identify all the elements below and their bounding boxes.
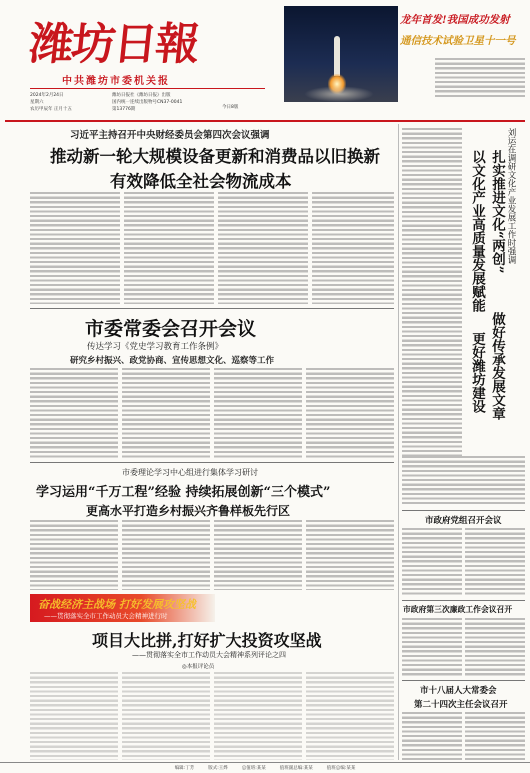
sponsor-line: 中共潍坊市委机关报 [62,76,170,87]
article1-body-col1 [30,192,120,304]
vertical-title-col3: 做好传承发展文章 [489,312,505,420]
vertical-article-kicker: 刘运在调研文化产业发展工作时强调 [506,128,516,264]
rocket-launch-photo [284,6,398,102]
article3-title: 学习运用“千万工程”经验 持续拓展创新“三个模式” [36,485,331,500]
masthead [0,0,530,120]
date-block [30,92,72,112]
vertical-article-continuation [402,456,525,506]
campaign-subline: ——贯彻落实全市工作动员大会精神进行时 [44,612,168,620]
article1-title: 推动新一轮大规模设备更新和消费品以旧换新 [50,147,380,166]
lunar-date: 农历甲辰年 正月十五 [30,107,72,112]
side-story2-body-col2 [465,618,525,676]
issue-info [112,92,182,112]
article4-campaign-banner [30,594,215,622]
side-story1-body-col2 [465,528,525,596]
footer-deputy-editor: 值班副总编:某某 [279,766,313,771]
issue-number: 第13776期 [112,107,136,112]
article3-body-col1 [30,520,118,590]
article2-subtitle-2: 研究乡村振兴、政党协商、宣传思想文化、巡察等工作 [70,356,275,366]
article4-body-col3 [214,672,302,760]
article2-body-col2 [122,368,210,458]
article2-subtitle-1: 传达学习《党史学习教育工作条例》 [87,342,224,352]
article4-body-col1 [30,672,118,760]
article3-body-col3 [214,520,302,590]
today-pages: 今日8版 [222,105,239,110]
article1-body-col4 [312,192,394,304]
side-story1-body-col1 [402,528,462,596]
footer-layout: 版式:王烨 [208,766,228,771]
article4-body-col2 [122,672,210,760]
page-footer [0,762,530,773]
vertical-article-body [402,128,462,456]
article4-byline: ◎本报评论员 [182,664,215,670]
vertical-title-col1: 扎实推进文化“两创” [489,150,505,274]
weekday: 星期六 [30,100,44,105]
space-banner [400,12,525,48]
banner-body-text [435,58,525,98]
article1-kicker: 习近平主持召开中央财经委员会第四次会议强调 [70,130,270,141]
footer-duty-editor: 值班总编:某某 [326,766,356,771]
banner-line-2: 通信技术试验卫星十一号 [400,35,516,47]
article3-body-col4 [306,520,394,590]
article1-subtitle: 有效降低全社会物流成本 [110,172,292,191]
article4-body-col4 [306,672,394,760]
article2-body-col4 [306,368,394,458]
article3-body-col2 [122,520,210,590]
footer-editor: 编辑:丁芳 [174,766,195,771]
side-story3-body-col1 [402,712,462,760]
article4-subtitle: ——贯彻落实全市工作动员大会精神系列评论之四 [132,651,286,659]
vertical-title-col4: 更好潍坊建设 [469,332,485,413]
side-story2-title: 市政府第三次廉政工作会议召开 [403,605,513,614]
side-story3-body-col2 [465,712,525,760]
article2-body-col3 [214,368,302,458]
newspaper-logo: 潍坊日報 [26,19,201,70]
cn-number: 国内统一连续出版物号CN37-0041 [112,100,183,105]
article4-title: 项目大比拼,打好扩大投资攻坚战 [92,631,322,650]
article3-subtitle: 更高水平打造乡村振兴齐鲁样板先行区 [86,504,291,518]
article1-body-col3 [218,192,308,304]
issue-date: 2024年2月24日 [30,93,64,98]
side-story1-title: 市政府党组召开会议 [425,516,502,526]
side-story3-title-1: 市十八届人大常委会 [420,686,497,696]
article1-body-col2 [124,192,214,304]
article2-title: 市委常委会召开会议 [85,318,257,340]
footer-chief-duty: 总值班:某某 [241,766,266,771]
article2-body-col1 [30,368,118,458]
vertical-title-col2: 以文化产业高质量发展赋能 [469,150,485,312]
campaign-slogan: 奋战经济主战场 打好发展攻坚战 [38,598,196,611]
side-story3-title-2: 第二十四次主任会议召开 [414,700,508,710]
publisher-line: 潍坊日报社《潍坊日报》出版 [112,93,171,98]
article3-kicker: 市委理论学习中心组进行集体学习研讨 [122,468,258,477]
side-story2-body-col1 [402,618,462,676]
banner-line-1: 龙年首发!我国成功发射 [400,14,510,26]
